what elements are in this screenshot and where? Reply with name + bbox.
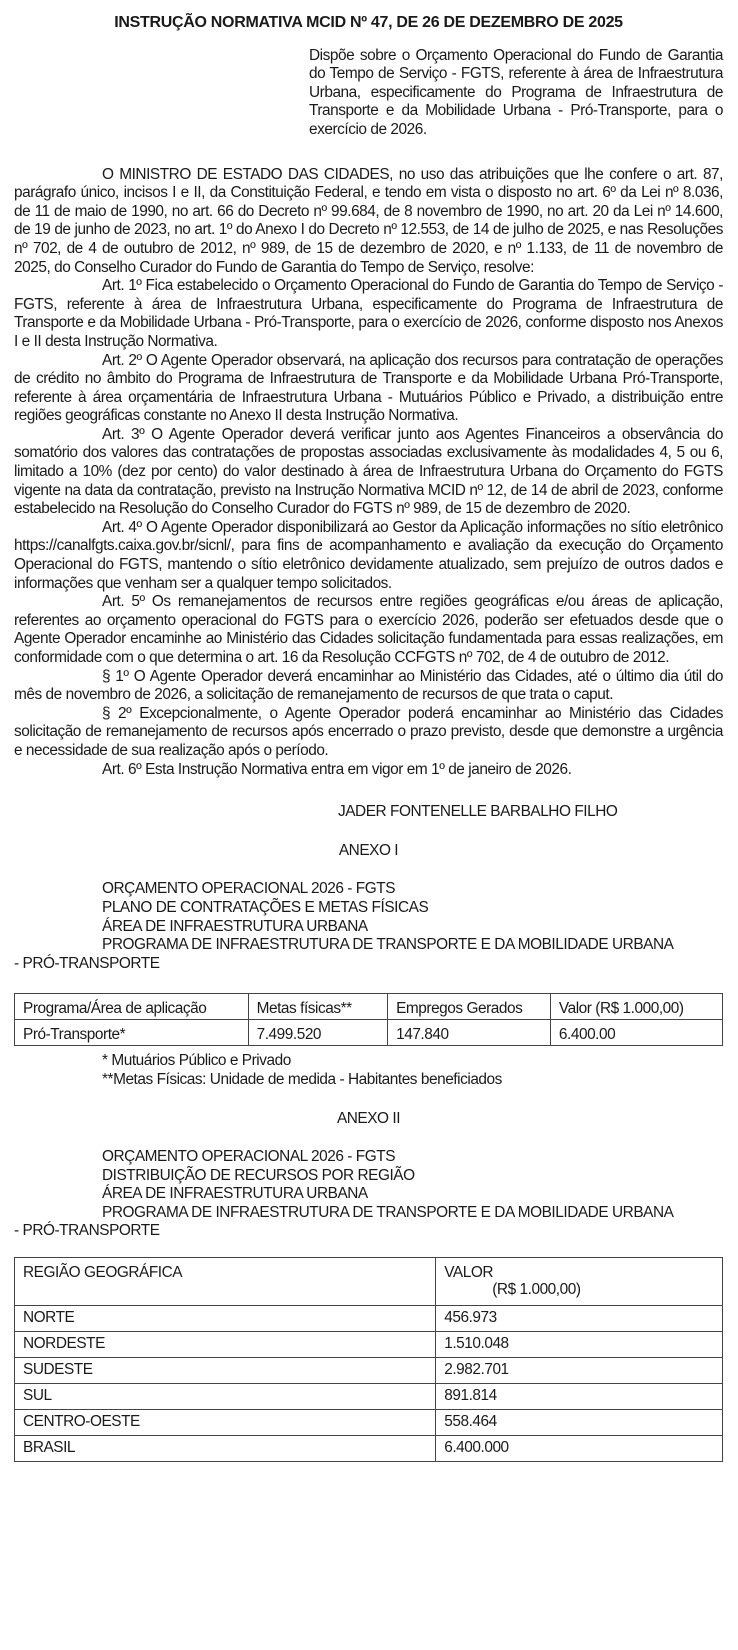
table-row — [15, 1410, 723, 1436]
cell-value: 1.510.048 — [436, 1332, 723, 1358]
cell-valor: 6.400.00 — [550, 1020, 722, 1046]
document-page — [14, 0, 723, 1462]
ementa: Dispõe sobre o Orçamento Operacional do Fundo de Garantia do Tempo de Serviço - FGTS, referente à área de Infraestrutura Urbana, especificamente do Programa de Infraestrutura de Transporte e da Mobilidade Urbana - Pró-Transporte, para o exercício de 2026. — [309, 46, 723, 138]
header-value-unit: (R$ 1.000,00) — [492, 1281, 581, 1299]
article-5-paragraph-1: § 1º O Agente Operador deverá encaminhar ao Ministério das Cidades, até o último dia útil do mês de novembro de 2026, a solicitação de remanejamento de recursos de que trata o caput. — [14, 667, 723, 704]
footnote: * Mutuários Público e Privado — [102, 1052, 291, 1070]
annex-1-title: ANEXO I — [338, 841, 399, 859]
cell-value: 558.464 — [436, 1410, 723, 1436]
article-5-paragraph-2: § 2º Excepcionalmente, o Agente Operador poderá encaminhar ao Ministério das Cidades solicitação de remanejamento de recursos após encerrado o prazo previsto, desde que demonstre a urgência e necessidade de sua realização após o período. — [14, 704, 723, 759]
cell-region: SUDESTE — [15, 1358, 436, 1384]
document-title: INSTRUÇÃO NORMATIVA MCID Nº 47, DE 26 DE DEZEMBRO DE 2025 — [114, 14, 623, 31]
annex-1-notes — [14, 1052, 723, 1089]
annex-1-heading-line: PLANO DE CONTRATAÇÕES E METAS FÍSICAS — [102, 898, 429, 916]
annex-2-heading-line: ORÇAMENTO OPERACIONAL 2026 - FGTS — [102, 1148, 396, 1166]
cell-program: Pró-Transporte* — [15, 1020, 249, 1046]
annex-2-title: ANEXO II — [336, 1109, 401, 1127]
annex-1-heading-line: - PRÓ-TRANSPORTE — [14, 954, 160, 972]
table-row — [15, 1332, 723, 1358]
annex-2-heading-line: DISTRIBUIÇÃO DE RECURSOS POR REGIÃO — [102, 1166, 415, 1184]
header-empregos: Empregos Gerados — [388, 994, 551, 1020]
cell-region: CENTRO-OESTE — [15, 1410, 436, 1436]
annex-2-heading-line: - PRÓ-TRANSPORTE — [14, 1222, 160, 1240]
cell-region: BRASIL — [15, 1436, 436, 1462]
cell-region: NORTE — [15, 1306, 436, 1332]
annex-2-heading-line: PROGRAMA DE INFRAESTRUTURA DE TRANSPORTE E DA MOBILIDADE URBANA — [102, 1203, 674, 1221]
header-metas: Metas físicas** — [248, 994, 387, 1020]
article-4: Art. 4º O Agente Operador disponibilizará ao Gestor da Aplicação informações no sítio eletrônico https://canalfgts.caixa.gov.br/sicnl/, para fins de acompanhamento e avaliação da execução do Orçamento Operacional do FGTS, mantendo o sítio eletrônico devidamente atualizado, sem prejuízo de outros dados e informações que venham ser a qualquer tempo solicitados. — [14, 518, 723, 592]
cell-value: 456.973 — [436, 1306, 723, 1332]
table-row — [15, 1358, 723, 1384]
annex-2-heading-line: ÁREA DE INFRAESTRUTURA URBANA — [102, 1185, 368, 1203]
annex-2-heading — [14, 1148, 723, 1241]
cell-region: SUL — [15, 1384, 436, 1410]
cell-value: 6.400.000 — [436, 1436, 723, 1462]
signature: JADER FONTENELLE BARBALHO FILHO — [338, 803, 618, 821]
article-2: Art. 2º O Agente Operador observará, na aplicação dos recursos para contratação de operações de crédito no âmbito do Programa de Infraestrutura de Transporte e da Mobilidade Urbana Pró-Transporte, referente à área orçamentária de Infraestrutura Urbana - Mutuários Público e Privado, a distribuição entre regiões geográficas constante no Anexo II desta Instrução Normativa. — [14, 351, 723, 425]
article-3: Art. 3º O Agente Operador deverá verificar junto aos Agentes Financeiros a observância do somatório dos valores das contratações de propostas associadas exclusivamente às modalidades 4, 5 ou 6, limitado a 10% (dez por cento) do valor destinado à área de Infraestrutura Urbana do Orçamento do FGTS vigente na data da contratação, previsto na Instrução Normativa MCID nº 12, de 14 de abril de 2023, conforme estabelecido na Resolução do Conselho Curador do FGTS nº 989, de 15 de dezembro de 2020. — [14, 425, 723, 518]
table-row — [15, 1020, 723, 1046]
header-value-label: VALOR — [444, 1264, 494, 1282]
article-5: Art. 5º Os remanejamentos de recursos entre regiões geográficas e/ou áreas de aplicação, referentes ao orçamento operacional do FGTS para o exercício 2026, poderão ser efetuados desde que o Agente Operador encaminhe ao Ministério das Cidades solicitação fundamentada para essas realizações, em conformidade com o que determina o art. 16 da Resolução CCFGTS nº 702, de 4 de outubro de 2012. — [14, 593, 723, 666]
annex-1-heading-line: ÁREA DE INFRAESTRUTURA URBANA — [102, 917, 368, 935]
article-6: Art. 6º Esta Instrução Normativa entra em vigor em 1º de janeiro de 2026. — [102, 760, 572, 778]
cell-value: 891.814 — [436, 1384, 723, 1410]
table-header-row — [15, 1258, 723, 1306]
table-row-total — [15, 1436, 723, 1462]
cell-empregos: 147.840 — [388, 1020, 551, 1046]
table-row — [15, 1306, 723, 1332]
annex-2-table — [14, 1257, 723, 1462]
cell-region: NORDESTE — [15, 1332, 436, 1358]
annex-1-heading-line: PROGRAMA DE INFRAESTRUTURA DE TRANSPORTE E DA MOBILIDADE URBANA — [102, 936, 674, 954]
footnote: **Metas Físicas: Unidade de medida - Habitantes beneficiados — [102, 1070, 502, 1088]
table-row — [15, 1384, 723, 1410]
header-value — [436, 1258, 723, 1306]
annex-1-table — [14, 993, 723, 1046]
annex-1-heading-line: ORÇAMENTO OPERACIONAL 2026 - FGTS — [102, 880, 396, 898]
cell-value: 2.982.701 — [436, 1358, 723, 1384]
header-valor: Valor (R$ 1.000,00) — [550, 994, 722, 1020]
preamble: O MINISTRO DE ESTADO DAS CIDADES, no uso das atribuições que lhe confere o art. 87, parágrafo único, incisos I e II, da Constituição Federal, e tendo em vista o disposto no art. 6º da Lei nº 8.036, de 11 de maio de 1990, no art. 66 do Decreto nº 99.684, de 8 novembro de 1990, no art. 20 da Lei nº 14.600, de 19 de junho de 2023, no art. 1º do Anexo I do Decreto nº 12.553, de 14 de julho de 2025, e nas Resoluções nº 702, de 4 de outubro de 2012, nº 989, de 15 de dezembro de 2020, e nº 1.133, de 11 de novembro de 2025, do Conselho Curador do Fundo de Garantia do Tempo de Serviço, resolve: — [14, 165, 723, 276]
article-1: Art. 1º Fica estabelecido o Orçamento Operacional do Fundo de Garantia do Tempo de Serviço - FGTS, referente à área de Infraestrutura Urbana, especificamente do Programa de Infraestrutura de Transporte e da Mobilidade Urbana - Pró-Transporte, para o exercício de 2026, conforme disposto nos Anexos I e II desta Instrução Normativa. — [14, 277, 723, 350]
annex-1-heading — [14, 880, 723, 973]
header-program: Programa/Área de aplicação — [15, 994, 249, 1020]
cell-metas: 7.499.520 — [248, 1020, 387, 1046]
table-header-row — [15, 994, 723, 1020]
header-region: REGIÃO GEOGRÁFICA — [15, 1258, 436, 1306]
